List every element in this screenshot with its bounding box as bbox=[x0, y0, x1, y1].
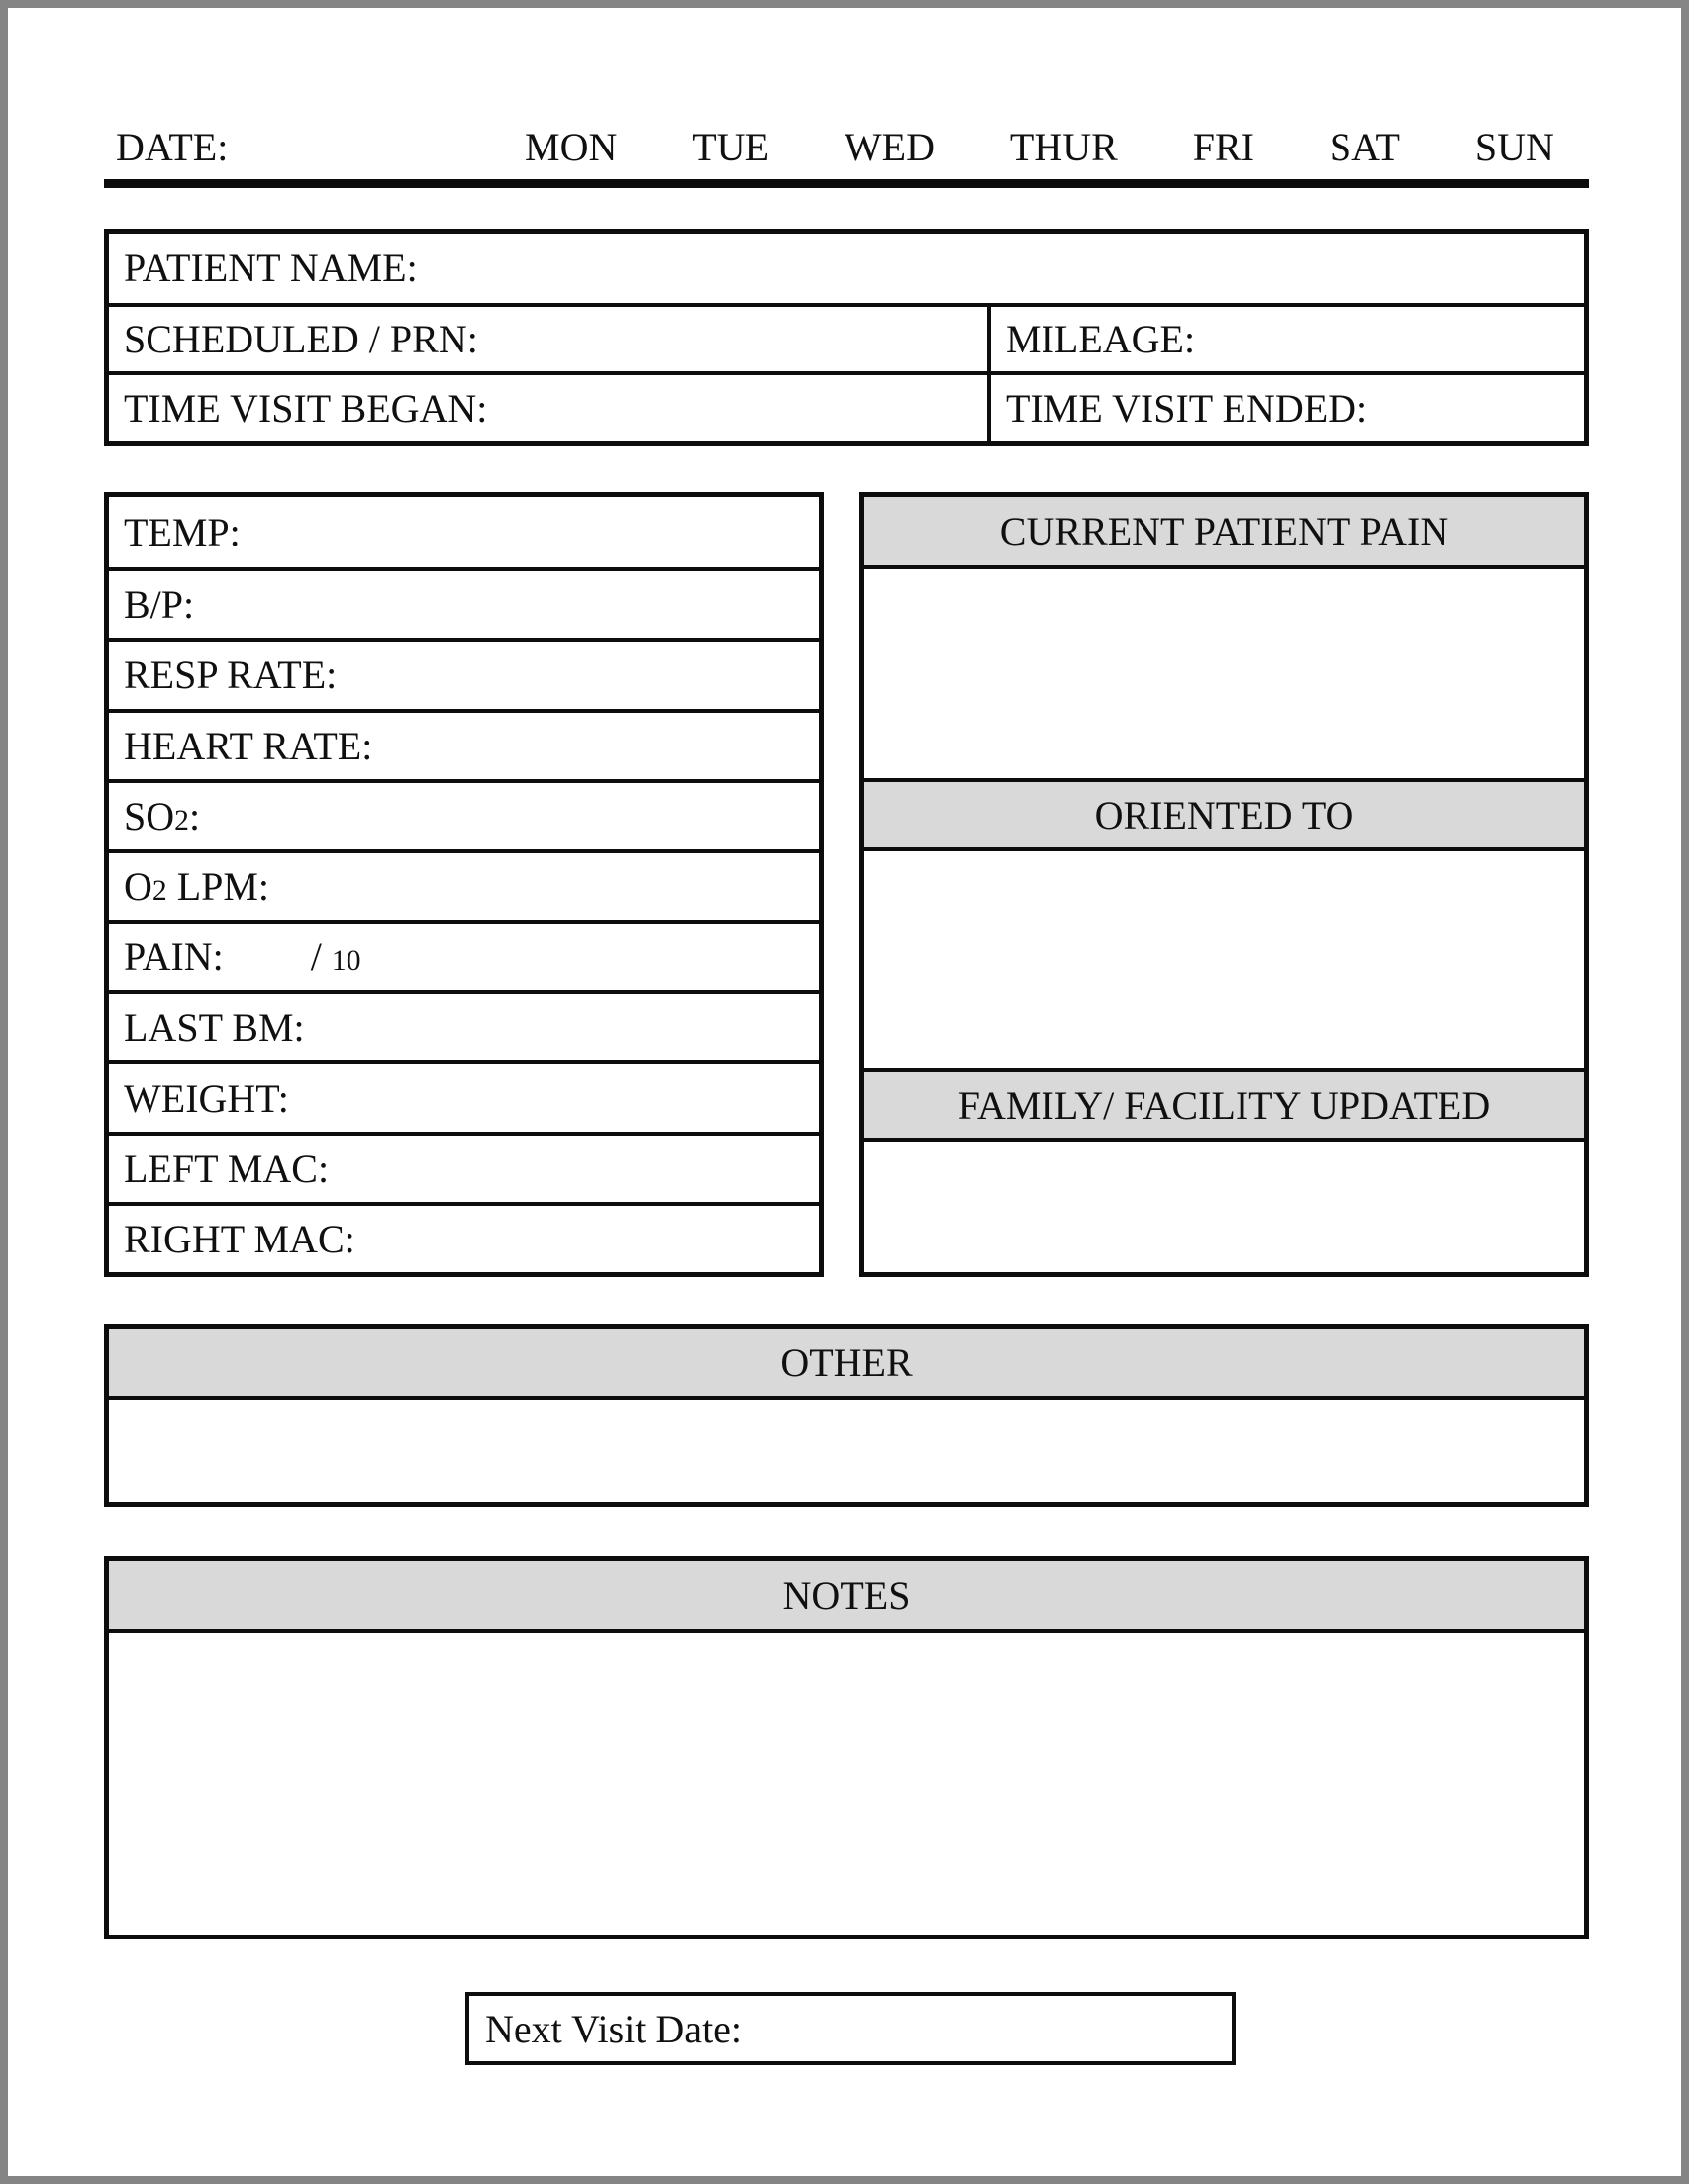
weight-label: WEIGHT: bbox=[124, 1075, 289, 1121]
pain-field[interactable] bbox=[109, 920, 819, 990]
other-section bbox=[104, 1324, 1589, 1507]
time-visit-began-label: TIME VISIT BEGAN: bbox=[124, 385, 488, 431]
patient-name-field[interactable] bbox=[109, 234, 1584, 303]
patient-name-label: PATIENT NAME: bbox=[124, 246, 418, 291]
other-field[interactable] bbox=[109, 1400, 1584, 1502]
left-mac-field[interactable] bbox=[109, 1132, 819, 1202]
oriented-to-title: ORIENTED TO bbox=[1094, 792, 1354, 838]
so2-label: SO2: bbox=[124, 793, 201, 839]
weight-field[interactable] bbox=[109, 1060, 819, 1131]
next-visit-date-field[interactable] bbox=[465, 1992, 1236, 2065]
next-visit-date-label: Next Visit Date: bbox=[485, 2006, 743, 2051]
notes-section bbox=[104, 1556, 1589, 1939]
time-visit-ended-label: TIME VISIT ENDED: bbox=[1006, 385, 1368, 431]
temp-label: TEMP: bbox=[124, 510, 241, 555]
notes-title: NOTES bbox=[782, 1572, 911, 1618]
day-sun[interactable]: SUN bbox=[1474, 124, 1554, 169]
day-wed[interactable]: WED bbox=[844, 124, 935, 169]
assessment-column bbox=[859, 492, 1589, 1277]
notes-field[interactable] bbox=[109, 1633, 1584, 1935]
pain-label: PAIN: bbox=[124, 935, 224, 980]
notes-header bbox=[109, 1561, 1584, 1633]
other-header bbox=[109, 1329, 1584, 1400]
family-facility-updated-header bbox=[864, 1068, 1584, 1142]
day-thur[interactable]: THUR bbox=[1009, 124, 1118, 169]
mileage-label: MILEAGE: bbox=[1006, 316, 1196, 361]
oriented-to-field[interactable] bbox=[864, 851, 1584, 1068]
o2-lpm-label: O2 LPM: bbox=[124, 863, 270, 909]
time-visit-began-field[interactable] bbox=[109, 375, 987, 441]
current-patient-pain-field[interactable] bbox=[864, 569, 1584, 778]
heart-rate-field[interactable] bbox=[109, 709, 819, 779]
time-visit-ended-field[interactable] bbox=[987, 375, 1584, 441]
family-facility-updated-field[interactable] bbox=[864, 1142, 1584, 1272]
right-mac-label: RIGHT MAC: bbox=[124, 1216, 355, 1261]
last-bm-label: LAST BM: bbox=[124, 1005, 305, 1050]
mileage-field[interactable] bbox=[987, 307, 1584, 372]
date-divider-rule bbox=[104, 179, 1589, 188]
resp-rate-label: RESP RATE: bbox=[124, 652, 338, 698]
vitals-table bbox=[104, 492, 824, 1277]
day-mon[interactable]: MON bbox=[525, 124, 618, 169]
scheduled-prn-label: SCHEDULED / PRN: bbox=[124, 316, 478, 361]
oriented-to-header bbox=[864, 778, 1584, 851]
so2-field[interactable] bbox=[109, 779, 819, 849]
resp-rate-field[interactable] bbox=[109, 638, 819, 708]
day-tue[interactable]: TUE bbox=[692, 124, 770, 169]
last-bm-field[interactable] bbox=[109, 990, 819, 1060]
family-facility-updated-title: FAMILY/ FACILITY UPDATED bbox=[957, 1082, 1491, 1128]
heart-rate-label: HEART RATE: bbox=[124, 723, 373, 768]
bp-label: B/P: bbox=[124, 582, 195, 628]
left-mac-label: LEFT MAC: bbox=[124, 1145, 330, 1191]
weekday-options bbox=[525, 119, 1554, 174]
current-patient-pain-header bbox=[864, 497, 1584, 569]
date-header-row bbox=[104, 119, 1589, 174]
scheduled-prn-field[interactable] bbox=[109, 307, 987, 372]
bp-field[interactable] bbox=[109, 567, 819, 638]
o2-lpm-field[interactable] bbox=[109, 849, 819, 920]
date-label: DATE: bbox=[116, 124, 229, 169]
right-mac-field[interactable] bbox=[109, 1202, 819, 1272]
day-fri[interactable]: FRI bbox=[1192, 124, 1254, 169]
day-sat[interactable]: SAT bbox=[1329, 124, 1400, 169]
other-title: OTHER bbox=[780, 1340, 913, 1385]
current-patient-pain-title: CURRENT PATIENT PAIN bbox=[999, 509, 1449, 553]
temp-field[interactable] bbox=[109, 497, 819, 567]
pain-scale-suffix: / 10 bbox=[310, 935, 361, 980]
patient-info-box bbox=[104, 229, 1589, 446]
